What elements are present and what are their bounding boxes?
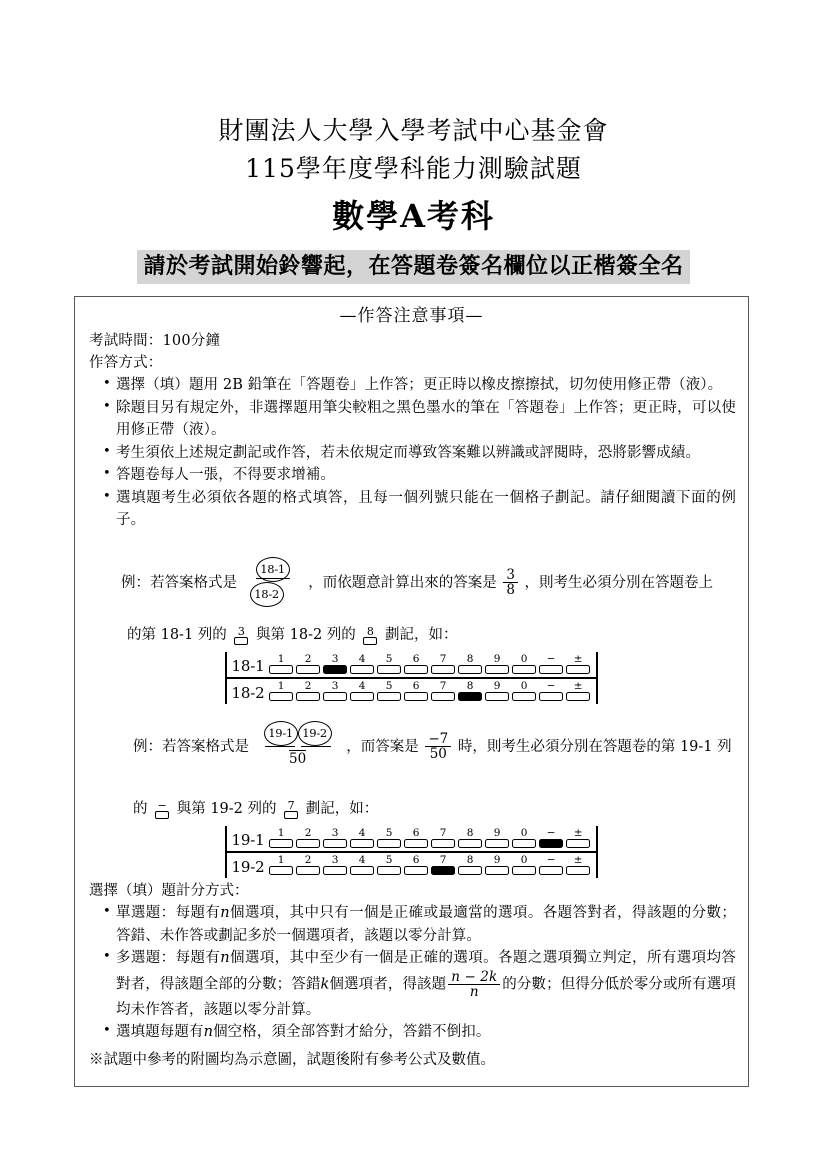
answer-grid-cell-label: 4 [358,653,366,665]
answer-grid-bubble[interactable] [431,665,455,674]
answer-grid-bubble[interactable] [539,866,563,875]
answer-grid-bubble[interactable] [458,665,482,674]
page-header [0,0,827,242]
answer-grid-cell-label: 5 [385,854,393,866]
example-2-oval-pair [264,725,332,741]
answer-grid-cell-label: 8 [466,854,474,866]
answer-grid-bubble[interactable] [539,692,563,701]
answer-grid-cell[interactable] [431,681,455,701]
answer-grid-bubble[interactable] [350,839,374,848]
answer-grid-cell[interactable] [458,855,482,875]
list-item: • 答題卷每人一張，不得要求增補。 [103,464,736,487]
example-2-line-2 [87,798,736,821]
answer-grid-bubble[interactable] [296,665,320,674]
multi-frac-denominator: n [448,984,500,999]
answer-grid-cell-label: 3 [331,680,339,692]
example-2-line2-b: 與第 19-2 列的 [176,800,277,817]
single-choice-text-a: 單選題：每題有 [116,905,221,921]
answer-grid-bubble[interactable] [323,839,347,848]
answer-grid-cell[interactable] [323,855,347,875]
answer-grid-bubble[interactable] [512,866,536,875]
answer-grid-bubble[interactable] [377,692,401,701]
answer-grid-bubble[interactable] [269,665,293,674]
answer-grid-bubble[interactable] [377,839,401,848]
answer-grid-cell[interactable] [431,654,455,674]
list-item-single-choice [103,902,736,947]
answer-grid-cell-label: − [546,680,556,692]
answer-grid-cell-label: 3 [331,827,339,839]
example-2-oval-underlines [256,746,340,748]
multi-choice-text-d: 的分數；但得分低於零分或所有選項均未作答者，該題以零分計算。 [116,976,736,1018]
example-1-line-2 [87,624,736,647]
answer-grid-bubble[interactable] [485,692,509,701]
fill-in-text-b: 個空格，須全部答對才給分，答錯不倒扣。 [213,1024,491,1041]
answer-grid-cell-label: 8 [466,680,474,692]
fill-in-text-a: 選填題每題有 [116,1024,204,1041]
answer-grid-cell-label: 2 [304,827,312,839]
mark-box-18-2-shape [363,637,377,645]
answer-grid-cell[interactable] [296,654,320,674]
list-item: • 選填題考生必須依各題的格式填答，且每一個列號只能在一個格子劃記。請仔細閱讀下面的例子。 [103,487,736,532]
answer-grid-cell-label: 0 [520,827,528,839]
fill-in-n: n [203,1024,214,1041]
answer-grid-bubble[interactable] [485,665,509,674]
answer-grid-bubble-filled[interactable] [458,692,482,701]
answer-grid-bubble[interactable] [431,839,455,848]
answer-grid-18 [225,652,599,704]
answer-grid-cell[interactable] [485,855,509,875]
example-2-mid-text: ，而答案是 [346,738,419,755]
example-2-format-stack [256,721,340,771]
list-item: • 考生須依上述規定劃記或作答，若未依規定而導致答案難以辨識或評閱時，恐將影響成績。 [103,442,736,465]
answer-grid-row [227,851,597,878]
answer-grid-cell[interactable] [323,681,347,701]
answer-grid-cell[interactable] [269,681,293,701]
answer-grid-cell[interactable] [512,654,536,674]
answer-grid-cell[interactable] [539,654,563,674]
single-choice-n: n [220,905,230,921]
example-1-line2-a: 的第 18-1 列的 [127,626,227,643]
oval-label-19-2: 19-2 [298,721,332,746]
oval-label-19-1: 19-1 [264,721,298,746]
organization-title: 財團法人大學入學考試中心基金會 [218,116,609,145]
answer-grid-cell-label: 2 [304,680,312,692]
answer-grid-bubble[interactable] [566,839,590,848]
scoring-bullet-list [87,902,736,1044]
answer-grid-cell[interactable] [566,855,590,875]
answer-grid-bubble[interactable] [296,839,320,848]
multi-choice-k: k [320,976,330,993]
multi-choice-text-b: 個選項，其中至少有一個是正確的選項。各題之選項獨立判定，所有選項均答對者，得該題全部的分數；答錯 [116,950,736,993]
instructions-box [74,296,749,1087]
answer-grid-cell-label: ± [573,680,583,692]
answer-grid-cell[interactable] [539,828,563,848]
mark-box-18-1 [234,624,248,645]
mark-box-18-2-label: 8 [366,624,374,638]
underline-right [301,746,331,748]
answer-grid-bubble[interactable] [323,692,347,701]
answer-grid-row-label: 19-1 [231,831,265,849]
answer-grid-row [227,652,597,677]
answer-grid-cell[interactable] [350,681,374,701]
answer-grid-row-label: 18-2 [231,684,265,702]
answer-grid-cell-label: 1 [277,653,285,665]
answer-grid-cell[interactable] [431,855,455,875]
answer-grid-cell-label: 1 [277,827,285,839]
example-2-fraction-denominator: 50 [425,746,451,761]
signature-banner-wrapper [0,250,827,284]
answer-grid-cell[interactable] [377,855,401,875]
answer-grid-cell-label: 8 [466,653,474,665]
answer-grid-bubble[interactable] [350,866,374,875]
answer-grid-row-label: 18-1 [231,657,265,675]
answer-grid-cell[interactable] [269,828,293,848]
answer-grid-cell-label: 0 [520,653,528,665]
answer-grid-cell-label: − [546,653,556,665]
mark-box-19-1-shape [155,811,169,819]
example-1-fraction-denominator: 8 [503,582,518,597]
oval-label-18-1: 18-1 [256,557,290,582]
answer-grid-19 [225,826,599,878]
subject-title: 數學A考科 [332,197,495,235]
example-1-line-1 [87,558,736,608]
exam-duration-line: 考試時間：100分鐘 [89,333,221,349]
scoring-section-label: 選擇（填）題計分方式： [89,883,249,899]
list-item: • 除題目另有規定外，非選擇題用筆尖較粗之黑色墨水的筆在「答題卷」上作答；更正時，可以使用修正帶（液）。 [103,397,736,442]
list-item: • 選擇（填）題用 2B 鉛筆在「答題卷」上作答；更正時以橡皮擦擦拭，切勿使用修正帶（液）。 [103,374,736,397]
answer-grid-cell[interactable] [539,681,563,701]
answer-grid-bubble[interactable] [485,839,509,848]
answer-grid-cell-label: 5 [385,653,393,665]
oval-label-18-2: 18-2 [250,582,284,607]
example-1-tail-text: ，則考生必須分別在答題卷上 [524,574,714,591]
answer-grid-cell-label: 7 [439,680,447,692]
example-1-denominator-row [250,585,284,602]
answer-grid-cell[interactable] [323,828,347,848]
answer-grid-cell[interactable] [458,654,482,674]
answer-grid-cell-label: 0 [520,854,528,866]
multi-choice-score-fraction [448,970,500,999]
example-1-lead: 例：若答案格式是 [121,574,237,591]
answer-grid-cell-label: ± [573,653,583,665]
answer-grid-cell-label: ± [573,827,583,839]
answer-grid-cell-label: 3 [331,653,339,665]
answer-grid-cell-label: ± [573,854,583,866]
answer-grid-row-label: 19-2 [231,858,265,876]
answer-grid-bubble[interactable] [431,692,455,701]
answer-grid-bubble[interactable] [404,839,428,848]
single-choice-text-b: 個選項，其中只有一個是正確或最適當的選項。各題答對者，得該題的分數；答錯、未作答或劃記多於一個選項者，該題以零分計算。 [116,905,736,944]
answer-grid-bubble[interactable] [404,866,428,875]
answer-grid-bubble[interactable] [296,866,320,875]
answer-grid-cell[interactable] [485,828,509,848]
answer-grid-bubble[interactable] [566,665,590,674]
footer-note: ※試題中參考的附圖均為示意圖，試題後附有參考公式及數值。 [89,1051,495,1068]
answer-grid-cell[interactable] [485,654,509,674]
example-1-line2-b: 與第 18-2 列的 [256,626,356,643]
answer-grid-cell-label: 9 [493,680,501,692]
answer-grid-bubble[interactable] [458,866,482,875]
answer-grid-cell-label: 5 [385,827,393,839]
answer-grid-row [227,826,597,851]
answer-grid-bubble[interactable] [485,866,509,875]
answer-grid-bubble[interactable] [350,692,374,701]
example-2-fraction-numerator: −7 [428,731,449,748]
mark-box-18-1-shape [234,637,248,645]
answer-grid-cell-label: 8 [466,827,474,839]
underline-left [265,746,295,748]
answer-grid-cell[interactable] [296,681,320,701]
answer-grid-row [227,677,597,704]
example-1-fraction-numerator: 3 [506,566,515,583]
answer-grid-bubble[interactable] [539,665,563,674]
answer-grid-cell[interactable] [350,654,374,674]
answer-grid-cell-label: 9 [493,854,501,866]
mark-box-18-1-label: 3 [237,624,245,638]
answer-grid-cell-label: − [546,827,556,839]
answer-grid-cell-label: 5 [385,680,393,692]
answer-grid-bubble[interactable] [566,692,590,701]
answer-grid-cell[interactable] [512,828,536,848]
multi-choice-n: n [220,950,230,966]
example-2-denominator-50: 50 [289,751,307,767]
example-1-numerator-row [256,561,290,579]
answer-grid-cell[interactable] [404,681,428,701]
answer-grid-cell[interactable] [350,828,374,848]
example-2-grid-wrapper [87,826,736,878]
mark-box-19-2-shape [284,811,298,819]
mark-box-19-2-label: 7 [287,798,295,812]
answer-grid-cell[interactable] [512,681,536,701]
example-2-tail-text: 時，則考生必須分別在答題卷的第 19-1 列 [457,738,732,755]
answer-grid-cell[interactable] [485,681,509,701]
answer-grid-cell[interactable] [323,654,347,674]
answer-grid-bubble[interactable] [404,692,428,701]
answer-grid-cell[interactable] [350,855,374,875]
multi-choice-text-a: 多選題：每題有 [116,950,221,966]
answer-grid-bubble[interactable] [269,839,293,848]
answer-grid-cell-label: 2 [304,854,312,866]
answer-grid-cell[interactable] [566,681,590,701]
mark-box-19-2 [284,798,298,819]
answer-grid-cell-label: 7 [439,854,447,866]
example-2-line-1 [87,722,736,772]
answer-grid-cell[interactable] [404,855,428,875]
answer-grid-bubble[interactable] [377,866,401,875]
answer-grid-cell[interactable] [566,828,590,848]
answer-grid-cell-label: 3 [331,854,339,866]
answer-grid-cell[interactable] [269,654,293,674]
list-item-fill-in [103,1021,736,1044]
example-2-line2-a: 的 [133,800,148,817]
mark-box-19-1-label: − [157,798,167,812]
answer-grid-cell[interactable] [458,828,482,848]
answer-grid-cell[interactable] [458,681,482,701]
list-item-multi-choice [103,947,736,1021]
answer-grid-cell-label: 6 [412,854,420,866]
answer-grid-cell[interactable] [404,828,428,848]
answer-grid-bubble-filled[interactable] [323,665,347,674]
answer-grid-bubble[interactable] [458,839,482,848]
method-bullet-list [87,374,736,532]
answer-grid-bubble[interactable] [566,866,590,875]
answer-grid-bubble[interactable] [269,692,293,701]
answer-grid-cell[interactable] [377,681,401,701]
answer-grid-cell-label: 7 [439,653,447,665]
answer-grid-bubble[interactable] [296,692,320,701]
answer-grid-bubble[interactable] [512,692,536,701]
example-1-mid-text: ，而依題意計算出來的答案是 [308,574,497,591]
example-1-answer-fraction [503,568,518,597]
answer-grid-cell[interactable] [431,828,455,848]
mark-box-19-1 [155,798,169,819]
instructions-heading: —作答注意事項— [339,306,484,326]
example-2-line2-c: 劃記，如： [305,800,379,817]
answer-grid-bubble[interactable] [350,665,374,674]
answer-grid-cell[interactable] [512,855,536,875]
answer-method-label: 作答方式： [89,355,163,371]
multi-choice-text-c: 個選項者，得該題 [329,976,447,993]
answer-grid-cell-label: 0 [520,680,528,692]
answer-grid-cell-label: 1 [277,680,285,692]
answer-grid-cell[interactable] [404,654,428,674]
multi-frac-numerator: n − 2k [451,968,498,985]
answer-grid-cell[interactable] [377,828,401,848]
answer-grid-cell[interactable] [296,855,320,875]
answer-grid-bubble[interactable] [404,665,428,674]
answer-grid-cell[interactable] [296,828,320,848]
answer-grid-cell-label: 4 [358,827,366,839]
answer-grid-bubble-filled[interactable] [539,839,563,848]
answer-grid-cell-label: 2 [304,653,312,665]
answer-grid-cell-label: 6 [412,653,420,665]
exam-title: 115學年度學科能力測驗試題 [245,154,582,183]
answer-grid-bubble[interactable] [323,866,347,875]
answer-grid-cell-label: 9 [493,653,501,665]
answer-grid-cell-label: 9 [493,827,501,839]
answer-grid-cell-label: 1 [277,854,285,866]
answer-grid-cell[interactable] [269,855,293,875]
answer-grid-cell-label: 6 [412,827,420,839]
signature-notice-banner: 請於考試開始鈴響起，在答題卷簽名欄位以正楷簽全名 [137,250,689,284]
answer-grid-bubble[interactable] [512,839,536,848]
answer-grid-cell-label: − [546,854,556,866]
answer-grid-cell[interactable] [566,654,590,674]
mark-box-18-2 [363,624,377,645]
example-2-answer-fraction [425,732,451,761]
answer-grid-bubble[interactable] [377,665,401,674]
answer-grid-bubble-filled[interactable] [431,866,455,875]
answer-grid-cell-label: 7 [439,827,447,839]
answer-grid-bubble[interactable] [512,665,536,674]
answer-grid-bubble[interactable] [269,866,293,875]
example-2-lead: 例：若答案格式是 [133,738,249,755]
example-1-line2-c: 劃記，如： [385,626,458,643]
answer-grid-cell-label: 4 [358,854,366,866]
answer-grid-cell[interactable] [539,855,563,875]
answer-grid-cell[interactable] [377,654,401,674]
example-1-grid-wrapper [87,652,736,704]
example-1-format-stack [243,557,303,607]
answer-grid-cell-label: 6 [412,680,420,692]
answer-grid-cell-label: 4 [358,680,366,692]
